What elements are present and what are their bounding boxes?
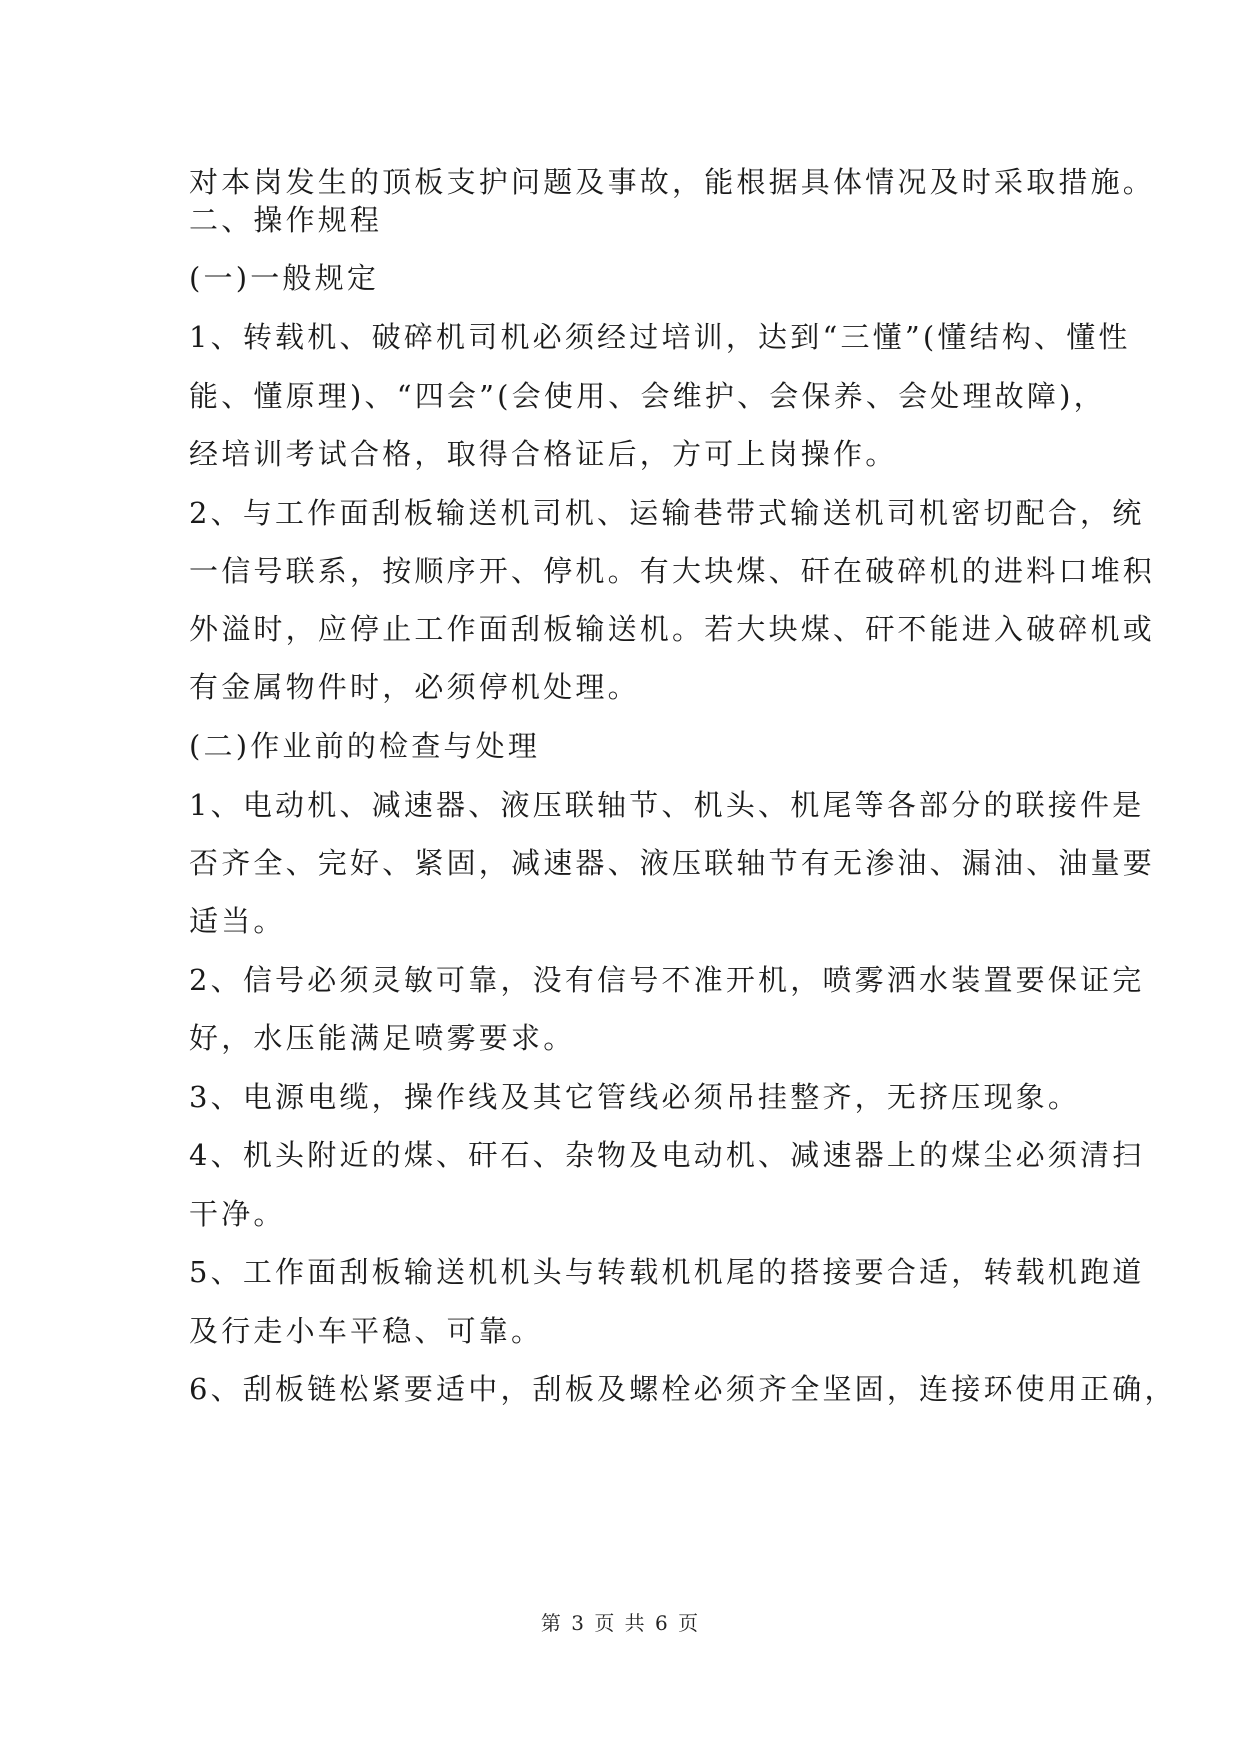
text-line: 及行走小车平稳、可靠。 xyxy=(189,1314,544,1348)
text-line: 外溢时，应停止工作面刮板输送机。若大块煤、矸不能进入破碎机或 xyxy=(189,612,1156,646)
text-line: 3、电源电缆，操作线及其它管线必须吊挂整齐，无挤压现象。 xyxy=(189,1080,1081,1114)
text-line: 1、转载机、破碎机司机必须经过培训，达到“三懂”(懂结构、懂性 xyxy=(189,320,1131,354)
text-line: 好，水压能满足喷雾要求。 xyxy=(189,1021,576,1055)
subsection-heading: (二)作业前的检查与处理 xyxy=(189,729,541,763)
text-line: 6、刮板链松紧要适中，刮板及螺栓必须齐全坚固，连接环使用正确， xyxy=(189,1372,1177,1406)
text-line: 一信号联系，按顺序开、停机。有大块煤、矸在破碎机的进料口堆积 xyxy=(189,554,1156,588)
text-line: 能、懂原理)、“四会”(会使用、会维护、会保养、会处理故障)， xyxy=(189,379,1106,413)
text-line: 2、信号必须灵敏可靠，没有信号不准开机，喷雾洒水装置要保证完 xyxy=(189,963,1145,997)
text-line: 适当。 xyxy=(189,904,286,938)
text-line: 否齐全、完好、紧固，减速器、液压联轴节有无渗油、漏油、油量要 xyxy=(189,846,1156,880)
section-heading: 二、操作规程 xyxy=(189,203,383,237)
page-number-footer: 第 3 页 共 6 页 xyxy=(540,1611,701,1635)
text-line: 1、电动机、减速器、液压联轴节、机头、机尾等各部分的联接件是 xyxy=(189,788,1145,822)
subsection-heading: (一)一般规定 xyxy=(189,261,380,295)
text-line: 5、工作面刮板输送机机头与转载机机尾的搭接要合适，转载机跑道 xyxy=(189,1255,1145,1289)
text-line: 有金属物件时，必须停机处理。 xyxy=(189,670,640,704)
text-line: 2、与工作面刮板输送机司机、运输巷带式输送机司机密切配合，统 xyxy=(189,496,1145,530)
text-line: 对本岗发生的顶板支护问题及事故，能根据具体情况及时采取措施。 xyxy=(189,165,1156,199)
text-line: 干净。 xyxy=(189,1197,286,1231)
text-line: 4、机头附近的煤、矸石、杂物及电动机、减速器上的煤尘必须清扫 xyxy=(189,1138,1145,1172)
text-line: 经培训考试合格，取得合格证后，方可上岗操作。 xyxy=(189,437,898,471)
